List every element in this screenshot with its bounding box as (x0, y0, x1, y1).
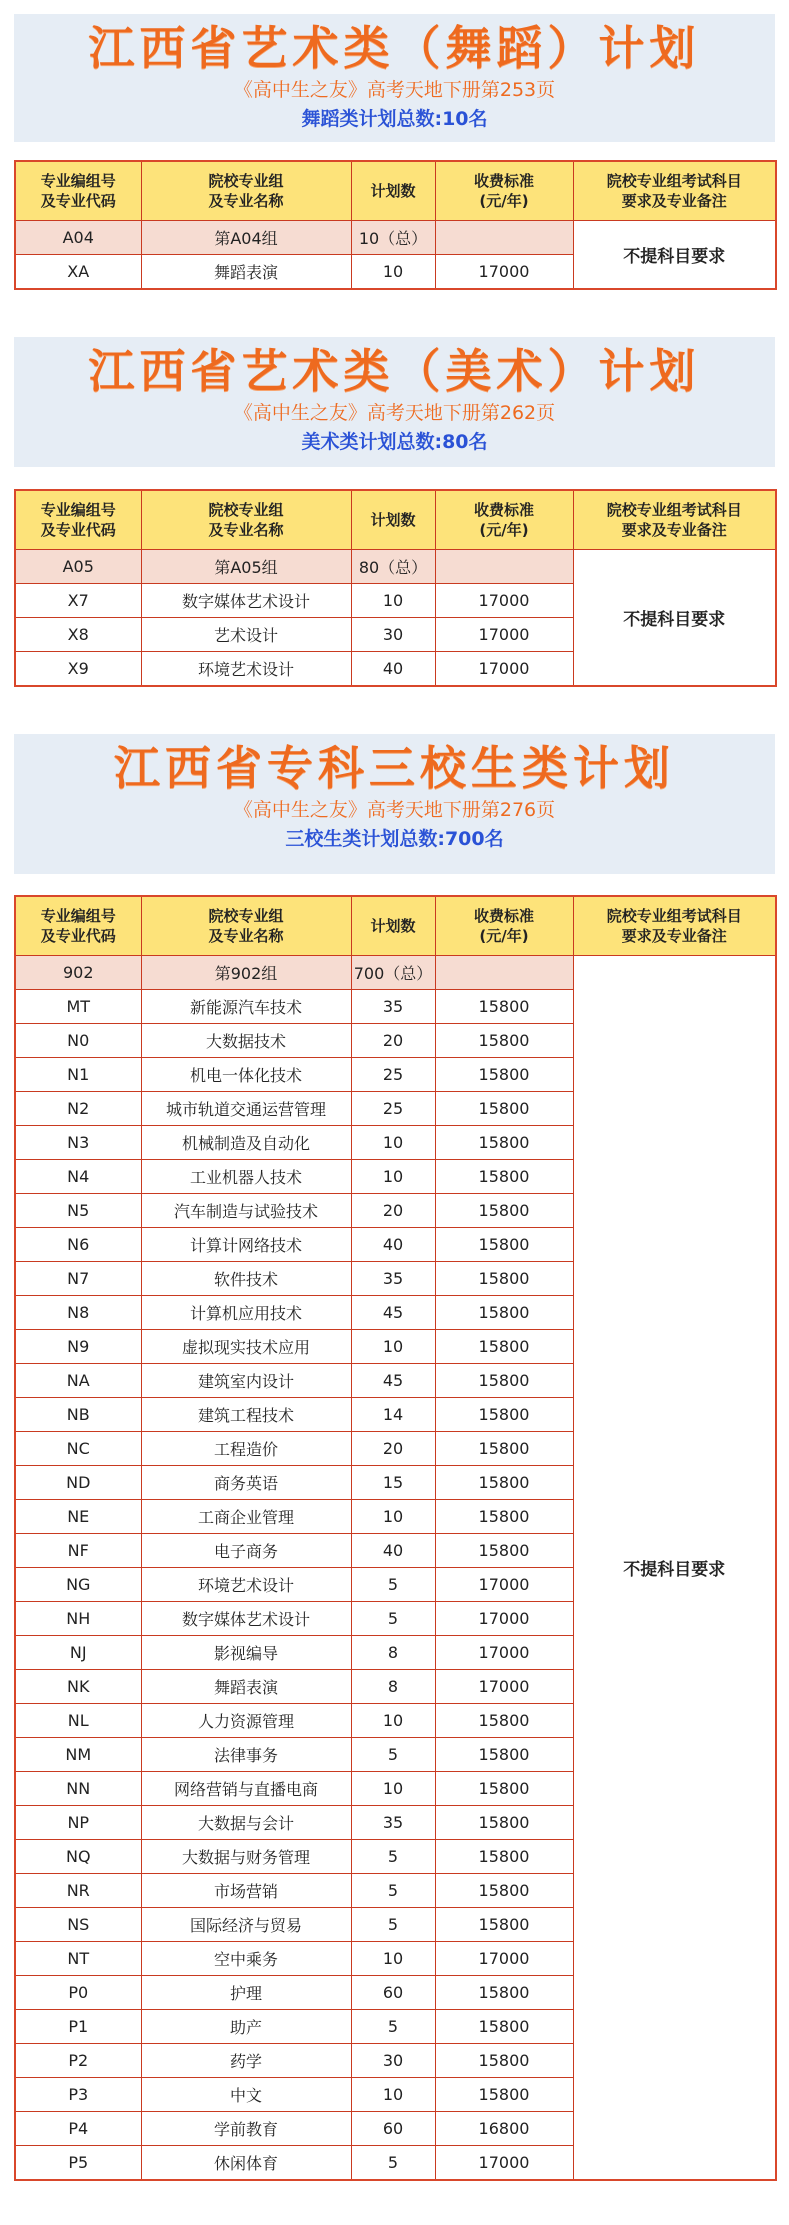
major-code: P4 (15, 2112, 141, 2146)
column-header-line: 院校专业组 (208, 907, 284, 925)
major-fee: 17000 (435, 1568, 573, 1602)
group-row (15, 550, 776, 584)
major-code: N8 (15, 1296, 141, 1330)
major-name: 城市轨道交通运营管理 (141, 1092, 351, 1126)
major-count: 5 (351, 1840, 435, 1874)
group-count: 10（总） (351, 221, 435, 255)
major-fee: 17000 (435, 2146, 573, 2181)
major-count: 10 (351, 2078, 435, 2112)
column-header-line: 院校专业组 (208, 172, 284, 190)
major-name: 市场营销 (141, 1874, 351, 1908)
major-count: 35 (351, 1806, 435, 1840)
major-count: 10 (351, 1500, 435, 1534)
group-row (15, 221, 776, 255)
group-fee (435, 550, 573, 584)
group-code: A05 (15, 550, 141, 584)
major-fee: 15800 (435, 2078, 573, 2112)
section-title: 江西省艺术类（舞蹈）计划 (88, 21, 701, 75)
group-code: A04 (15, 221, 141, 255)
column-header (573, 896, 776, 956)
major-code: NE (15, 1500, 141, 1534)
major-code: X9 (15, 652, 141, 687)
section-banner (14, 14, 775, 142)
major-fee: 17000 (435, 1942, 573, 1976)
major-name: 工商企业管理 (141, 1500, 351, 1534)
major-count: 15 (351, 1466, 435, 1500)
major-name: 计算机应用技术 (141, 1296, 351, 1330)
major-fee: 15800 (435, 1228, 573, 1262)
column-header (573, 161, 776, 221)
major-count: 35 (351, 990, 435, 1024)
major-fee: 15800 (435, 1976, 573, 2010)
column-header-line: (元/年) (479, 521, 529, 539)
group-row (15, 956, 776, 990)
major-fee: 15800 (435, 2044, 573, 2078)
group-count: 700（总） (351, 956, 435, 990)
column-header-line: 专业编组号 (40, 907, 116, 925)
major-fee: 17000 (435, 255, 573, 290)
major-name: 影视编导 (141, 1636, 351, 1670)
major-fee: 15800 (435, 1806, 573, 1840)
major-count: 5 (351, 1874, 435, 1908)
major-code: P0 (15, 1976, 141, 2010)
major-fee: 15800 (435, 990, 573, 1024)
major-count: 20 (351, 1432, 435, 1466)
major-count: 35 (351, 1262, 435, 1296)
major-code: N9 (15, 1330, 141, 1364)
major-count: 40 (351, 652, 435, 687)
major-fee: 15800 (435, 1738, 573, 1772)
major-count: 20 (351, 1194, 435, 1228)
subject-requirement-note: 不提科目要求 (573, 550, 776, 687)
major-code: N1 (15, 1058, 141, 1092)
major-name: 数字媒体艺术设计 (141, 584, 351, 618)
column-header (15, 490, 141, 550)
major-count: 40 (351, 1534, 435, 1568)
major-count: 40 (351, 1228, 435, 1262)
major-name: 机械制造及自动化 (141, 1126, 351, 1160)
section-banner (14, 337, 775, 467)
major-code: NQ (15, 1840, 141, 1874)
major-name: 空中乘务 (141, 1942, 351, 1976)
group-count: 80（总） (351, 550, 435, 584)
major-fee: 15800 (435, 1194, 573, 1228)
column-header-line: 及专业代码 (40, 192, 116, 210)
major-count: 60 (351, 1976, 435, 2010)
plan-total: 美术类计划总数:80名 (301, 431, 488, 453)
group-name: 第902组 (141, 956, 351, 990)
major-code: P3 (15, 2078, 141, 2112)
source-reference: 《高中生之友》高考天地下册第262页 (233, 402, 556, 424)
major-name: 大数据与财务管理 (141, 1840, 351, 1874)
major-code: N0 (15, 1024, 141, 1058)
column-header-line: 及专业名称 (208, 192, 284, 210)
major-count: 10 (351, 1160, 435, 1194)
major-fee: 15800 (435, 1466, 573, 1500)
major-name: 舞蹈表演 (141, 1670, 351, 1704)
column-header-line: 收费标准 (473, 172, 534, 190)
column-header-line: 专业编组号 (40, 172, 116, 190)
group-fee (435, 221, 573, 255)
major-count: 45 (351, 1296, 435, 1330)
column-header-line: 专业编组号 (40, 501, 116, 519)
major-name: 药学 (141, 2044, 351, 2078)
major-code: NH (15, 1602, 141, 1636)
major-count: 25 (351, 1058, 435, 1092)
header-row (15, 896, 776, 956)
major-count: 10 (351, 1942, 435, 1976)
major-code: ND (15, 1466, 141, 1500)
major-code: NF (15, 1534, 141, 1568)
column-header-line: 计划数 (370, 511, 416, 529)
column-header (435, 161, 573, 221)
plan-table (14, 160, 777, 290)
header-row (15, 161, 776, 221)
major-fee: 16800 (435, 2112, 573, 2146)
major-code: NL (15, 1704, 141, 1738)
subject-requirement-note: 不提科目要求 (573, 956, 776, 2181)
column-header-line: (元/年) (479, 192, 529, 210)
major-fee: 15800 (435, 1398, 573, 1432)
major-fee: 15800 (435, 1160, 573, 1194)
column-header-line: 及专业代码 (40, 927, 116, 945)
major-count: 25 (351, 1092, 435, 1126)
major-name: 机电一体化技术 (141, 1058, 351, 1092)
major-fee: 15800 (435, 1092, 573, 1126)
major-count: 5 (351, 1908, 435, 1942)
major-code: NK (15, 1670, 141, 1704)
column-header (141, 896, 351, 956)
major-fee: 15800 (435, 1058, 573, 1092)
major-name: 网络营销与直播电商 (141, 1772, 351, 1806)
major-name: 护理 (141, 1976, 351, 2010)
major-count: 5 (351, 2010, 435, 2044)
major-fee: 17000 (435, 618, 573, 652)
major-name: 商务英语 (141, 1466, 351, 1500)
major-name: 工业机器人技术 (141, 1160, 351, 1194)
plan-table (14, 895, 777, 2181)
major-fee: 15800 (435, 1704, 573, 1738)
major-fee: 15800 (435, 1908, 573, 1942)
major-code: N3 (15, 1126, 141, 1160)
major-code: N2 (15, 1092, 141, 1126)
column-header-line: 计划数 (370, 182, 416, 200)
major-fee: 17000 (435, 652, 573, 687)
column-header-line: 院校专业组考试科目 (606, 907, 742, 925)
major-name: 环境艺术设计 (141, 652, 351, 687)
column-header-line: 要求及专业备注 (621, 192, 727, 210)
major-name: 虚拟现实技术应用 (141, 1330, 351, 1364)
major-code: X7 (15, 584, 141, 618)
major-name: 环境艺术设计 (141, 1568, 351, 1602)
major-count: 5 (351, 1568, 435, 1602)
major-fee: 15800 (435, 1126, 573, 1160)
column-header-line: 及专业代码 (40, 521, 116, 539)
major-code: N4 (15, 1160, 141, 1194)
plan-table (14, 489, 777, 687)
column-header (141, 161, 351, 221)
major-code: NJ (15, 1636, 141, 1670)
major-fee: 17000 (435, 584, 573, 618)
major-name: 建筑工程技术 (141, 1398, 351, 1432)
column-header (15, 896, 141, 956)
major-name: 新能源汽车技术 (141, 990, 351, 1024)
major-code: NM (15, 1738, 141, 1772)
major-count: 10 (351, 255, 435, 290)
column-header-line: 及专业名称 (208, 521, 284, 539)
major-name: 工程造价 (141, 1432, 351, 1466)
major-name: 人力资源管理 (141, 1704, 351, 1738)
major-count: 20 (351, 1024, 435, 1058)
major-code: NR (15, 1874, 141, 1908)
major-fee: 15800 (435, 1772, 573, 1806)
column-header-line: 院校专业组 (208, 501, 284, 519)
major-fee: 15800 (435, 1534, 573, 1568)
major-fee: 17000 (435, 1636, 573, 1670)
source-reference: 《高中生之友》高考天地下册第276页 (233, 799, 556, 821)
column-header-line: 院校专业组考试科目 (606, 501, 742, 519)
major-fee: 15800 (435, 1500, 573, 1534)
major-count: 5 (351, 1602, 435, 1636)
column-header-line: 要求及专业备注 (621, 927, 727, 945)
major-name: 法律事务 (141, 1738, 351, 1772)
major-code: XA (15, 255, 141, 290)
major-count: 5 (351, 1738, 435, 1772)
major-fee: 15800 (435, 1296, 573, 1330)
column-header (15, 161, 141, 221)
major-code: MT (15, 990, 141, 1024)
major-name: 电子商务 (141, 1534, 351, 1568)
major-code: NB (15, 1398, 141, 1432)
column-header-line: 计划数 (370, 917, 416, 935)
major-name: 大数据与会计 (141, 1806, 351, 1840)
major-fee: 15800 (435, 2010, 573, 2044)
major-fee: 15800 (435, 1262, 573, 1296)
major-name: 舞蹈表演 (141, 255, 351, 290)
major-code: P5 (15, 2146, 141, 2181)
major-count: 30 (351, 2044, 435, 2078)
column-header (351, 896, 435, 956)
column-header (351, 490, 435, 550)
major-fee: 15800 (435, 1364, 573, 1398)
major-code: N5 (15, 1194, 141, 1228)
group-fee (435, 956, 573, 990)
major-code: N7 (15, 1262, 141, 1296)
major-count: 10 (351, 1126, 435, 1160)
column-header (435, 490, 573, 550)
major-fee: 17000 (435, 1670, 573, 1704)
section-banner (14, 734, 775, 874)
major-count: 45 (351, 1364, 435, 1398)
column-header (435, 896, 573, 956)
major-name: 学前教育 (141, 2112, 351, 2146)
major-fee: 15800 (435, 1330, 573, 1364)
major-count: 10 (351, 584, 435, 618)
major-fee: 15800 (435, 1432, 573, 1466)
section-title: 江西省专科三校生类计划 (114, 741, 675, 795)
header-row (15, 490, 776, 550)
column-header-line: 收费标准 (473, 907, 534, 925)
major-name: 中文 (141, 2078, 351, 2112)
major-fee: 15800 (435, 1840, 573, 1874)
column-header-line: 收费标准 (473, 501, 534, 519)
major-count: 30 (351, 618, 435, 652)
subject-requirement-note: 不提科目要求 (573, 221, 776, 290)
major-name: 软件技术 (141, 1262, 351, 1296)
section-title: 江西省艺术类（美术）计划 (88, 344, 701, 398)
major-code: P1 (15, 2010, 141, 2044)
major-fee: 15800 (435, 1874, 573, 1908)
major-count: 14 (351, 1398, 435, 1432)
group-name: 第A04组 (141, 221, 351, 255)
major-code: NA (15, 1364, 141, 1398)
major-fee: 15800 (435, 1024, 573, 1058)
column-header-line: (元/年) (479, 927, 529, 945)
major-count: 8 (351, 1636, 435, 1670)
major-count: 10 (351, 1704, 435, 1738)
major-name: 汽车制造与试验技术 (141, 1194, 351, 1228)
major-name: 建筑室内设计 (141, 1364, 351, 1398)
major-code: P2 (15, 2044, 141, 2078)
major-name: 休闲体育 (141, 2146, 351, 2181)
major-code: NP (15, 1806, 141, 1840)
major-fee: 17000 (435, 1602, 573, 1636)
major-name: 大数据技术 (141, 1024, 351, 1058)
major-name: 助产 (141, 2010, 351, 2044)
source-reference: 《高中生之友》高考天地下册第253页 (233, 79, 556, 101)
major-name: 计算计网络技术 (141, 1228, 351, 1262)
major-code: X8 (15, 618, 141, 652)
major-count: 10 (351, 1772, 435, 1806)
plan-total: 三校生类计划总数:700名 (285, 828, 504, 850)
major-name: 数字媒体艺术设计 (141, 1602, 351, 1636)
plan-total: 舞蹈类计划总数:10名 (301, 108, 488, 130)
major-code: NS (15, 1908, 141, 1942)
major-name: 艺术设计 (141, 618, 351, 652)
column-header-line: 要求及专业备注 (621, 521, 727, 539)
column-header (141, 490, 351, 550)
major-count: 60 (351, 2112, 435, 2146)
major-code: N6 (15, 1228, 141, 1262)
major-code: NG (15, 1568, 141, 1602)
major-name: 国际经济与贸易 (141, 1908, 351, 1942)
group-name: 第A05组 (141, 550, 351, 584)
column-header (573, 490, 776, 550)
column-header (351, 161, 435, 221)
major-code: NC (15, 1432, 141, 1466)
major-count: 5 (351, 2146, 435, 2181)
column-header-line: 及专业名称 (208, 927, 284, 945)
major-count: 8 (351, 1670, 435, 1704)
column-header-line: 院校专业组考试科目 (606, 172, 742, 190)
group-code: 902 (15, 956, 141, 990)
major-count: 10 (351, 1330, 435, 1364)
major-code: NT (15, 1942, 141, 1976)
major-code: NN (15, 1772, 141, 1806)
